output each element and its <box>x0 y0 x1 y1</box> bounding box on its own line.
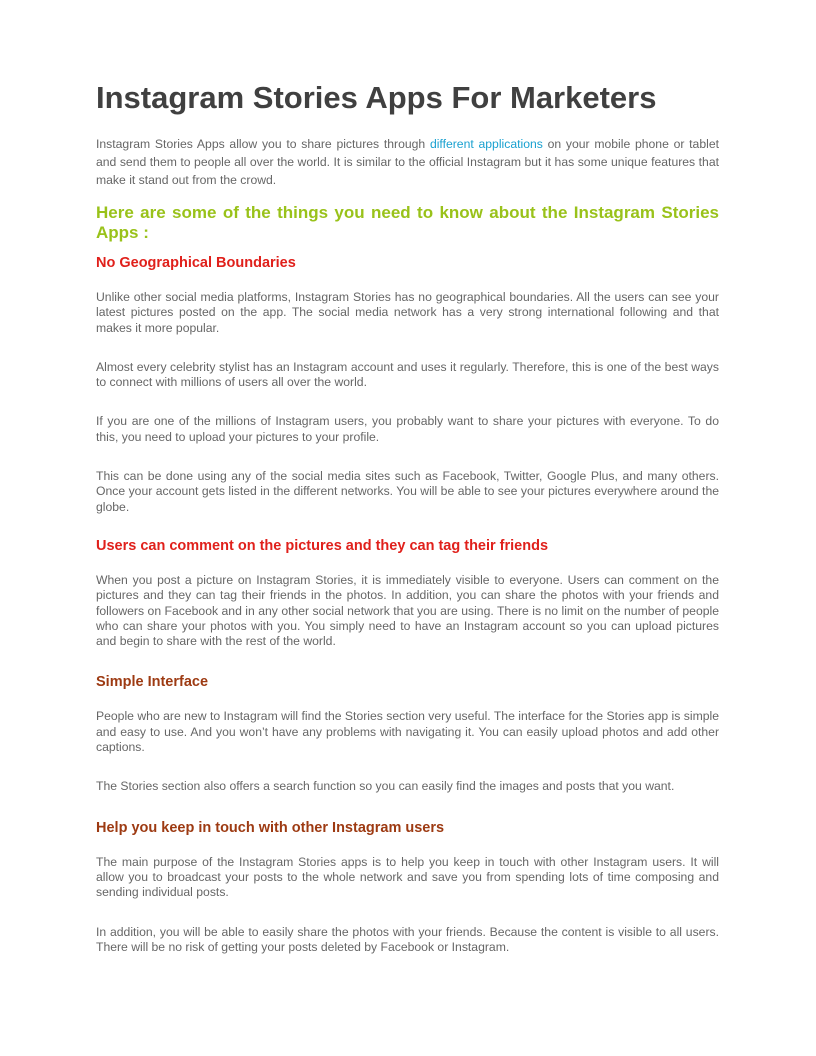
intro-text-before-link: Instagram Stories Apps allow you to share pictures through <box>96 137 430 151</box>
section-4-paragraph-2: In addition, you will be able to easily share the photos with your friends. Because the content is visible to all users. There will be no risk of getting your posts deleted by Facebook or Instagram. <box>96 924 719 954</box>
section-3-paragraph-1: People who are new to Instagram will find the Stories section very useful. The interface for the Stories app is simple and easy to use. And you won’t have any problems with navigating it. You can easily upload photos and add other captions. <box>96 709 719 755</box>
intro-text-after-link: on your mobile phone or tablet and send them to people all over the world. It is similar to the official Instagram but it has some unique features that make it stand out from the crowd. <box>96 137 719 187</box>
section-heading-geographical: No Geographical Boundaries <box>96 255 296 271</box>
section-heading-comments-tags: Users can comment on the pictures and they can tag their friends <box>96 537 549 554</box>
section-2-paragraph-1: When you post a picture on Instagram Stories, it is immediately visible to everyone. Users can comment on the pictures and they can tag their friends in the photos. In addition, you can share the photos with your friends and followers on Facebook and in any other social network that you are using. There is no limit on the number of people who can share your photos with you. You simply need to have an Instagram account so you can upload pictures and begin to share with the rest of the world. <box>96 572 719 649</box>
section-4-paragraph-1: The main purpose of the Instagram Stories apps is to help you keep in touch with other Instagram users. It will allow you to broadcast your posts to the whole network and save you from spending lots of time composing and sending individual posts. <box>96 854 719 900</box>
section-1-paragraph-2: Almost every celebrity stylist has an Instagram account and uses it regularly. Therefore, this is one of the best ways to connect with millions of users all over the world. <box>96 359 719 390</box>
different-applications-link[interactable]: different applications <box>429 137 543 151</box>
intro-paragraph <box>96 135 719 189</box>
section-3-paragraph-2: The Stories section also offers a search function so you can easily find the images and posts that you want. <box>96 779 675 794</box>
section-1-paragraph-3: If you are one of the millions of Instagram users, you probably want to share your pictures with everyone. To do this, you need to upload your pictures to your profile. <box>96 414 719 444</box>
section-heading-keep-in-touch: Help you keep in touch with other Instagram users <box>96 819 445 836</box>
document-page <box>96 80 719 955</box>
page-title: Instagram Stories Apps For Marketers <box>96 80 657 115</box>
section-heading-simple-interface: Simple Interface <box>96 674 209 691</box>
section-1-paragraph-1: Unlike other social media platforms, Instagram Stories has no geographical boundaries. All the users can see your latest pictures posted on the app. The social media network has a very strong international following and that makes it more popular. <box>96 290 719 335</box>
section-1-paragraph-4: This can be done using any of the social media sites such as Facebook, Twitter, Google Plus, and many others. Once your account gets listed in the different networks. You will be able to see your pictures everywhere around the globe. <box>96 469 719 514</box>
main-heading: Here are some of the things you need to know about the Instagram Stories Apps : <box>96 203 719 242</box>
